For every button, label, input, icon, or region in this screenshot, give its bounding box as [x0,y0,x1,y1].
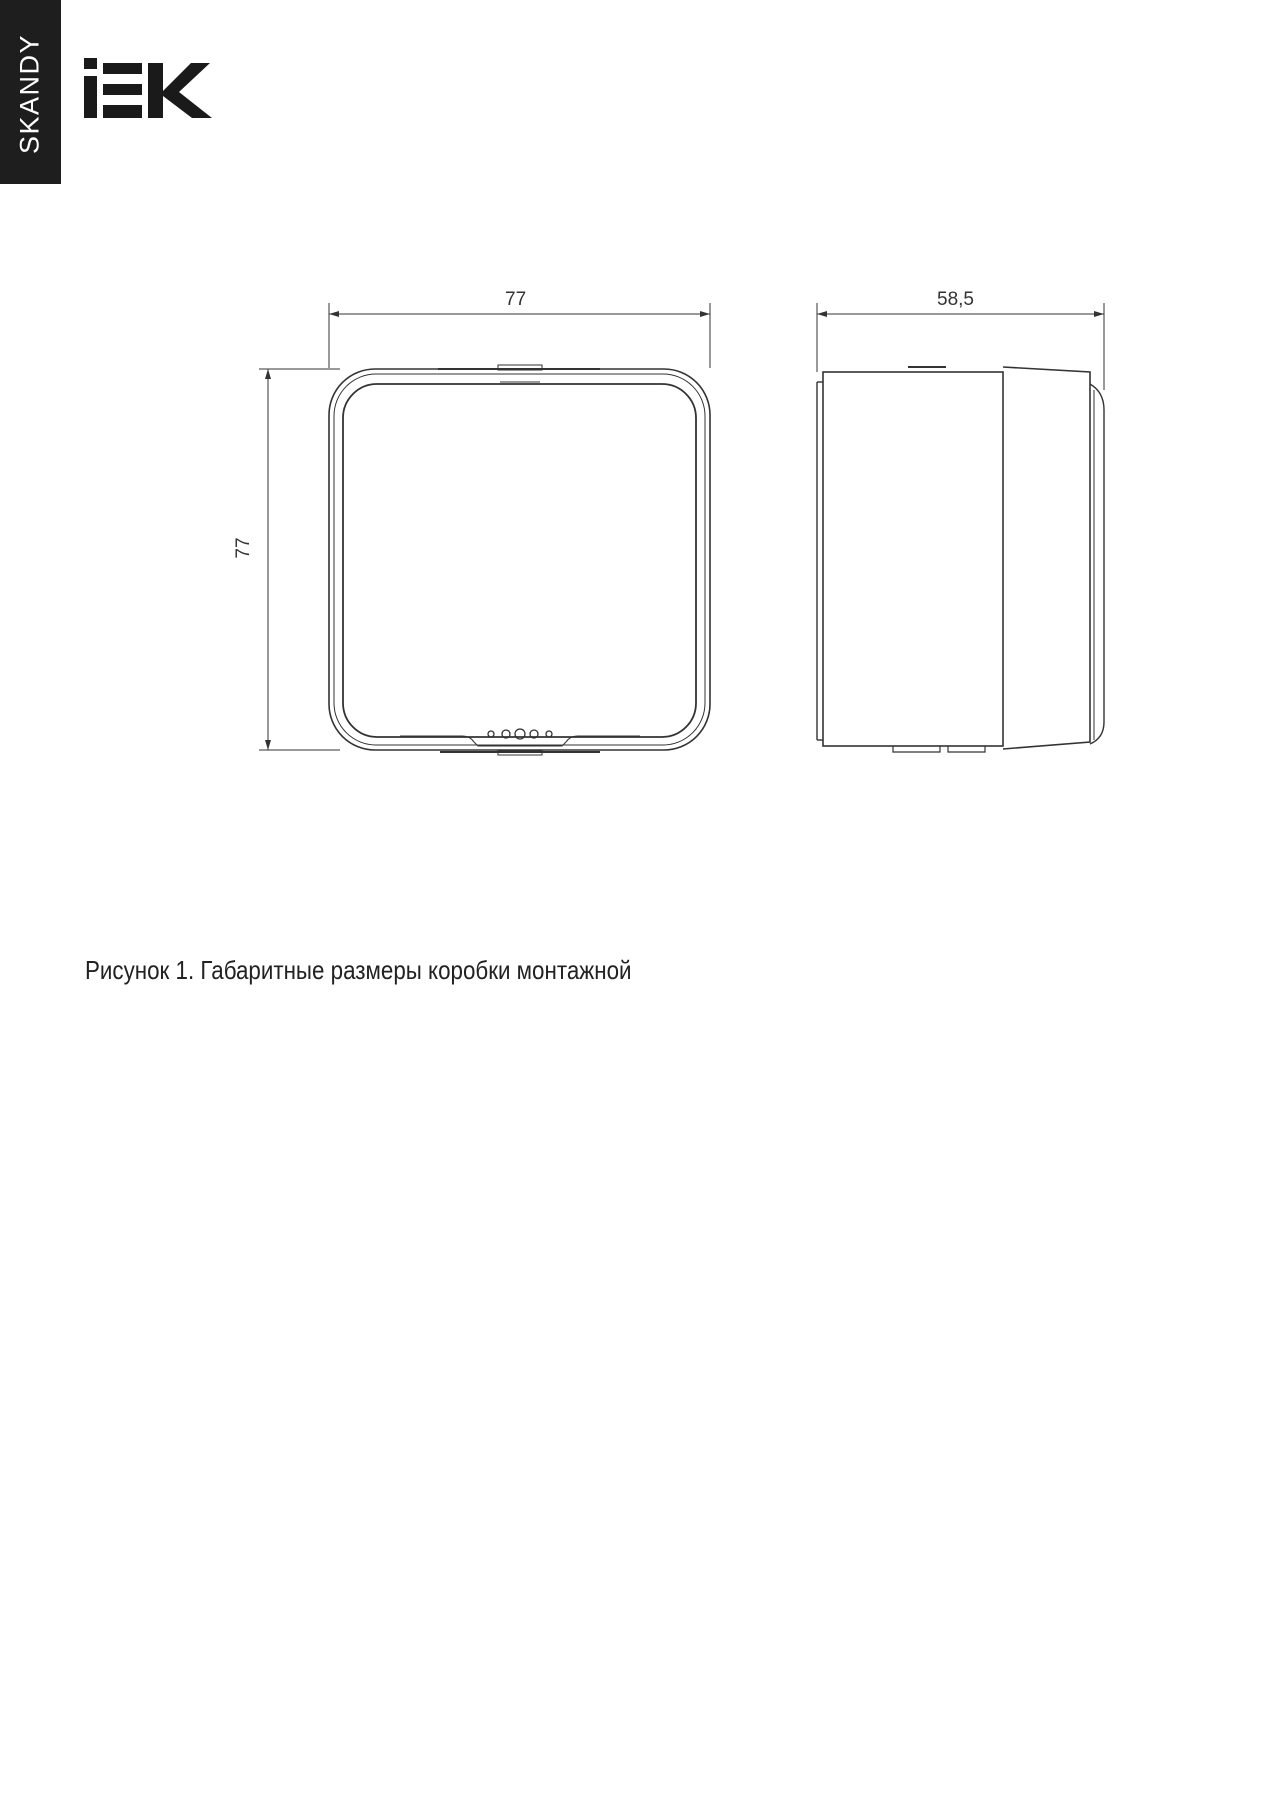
figure-caption: Рисунок 1. Габаритные размеры коробки монтажной [85,955,632,985]
side-view [817,303,1104,752]
front-view [259,303,710,755]
front-width-label: 77 [505,289,527,310]
front-height-label: 77 [233,537,254,559]
series-label: SKANDY [14,33,45,155]
side-depth-label: 58,5 [937,289,974,310]
